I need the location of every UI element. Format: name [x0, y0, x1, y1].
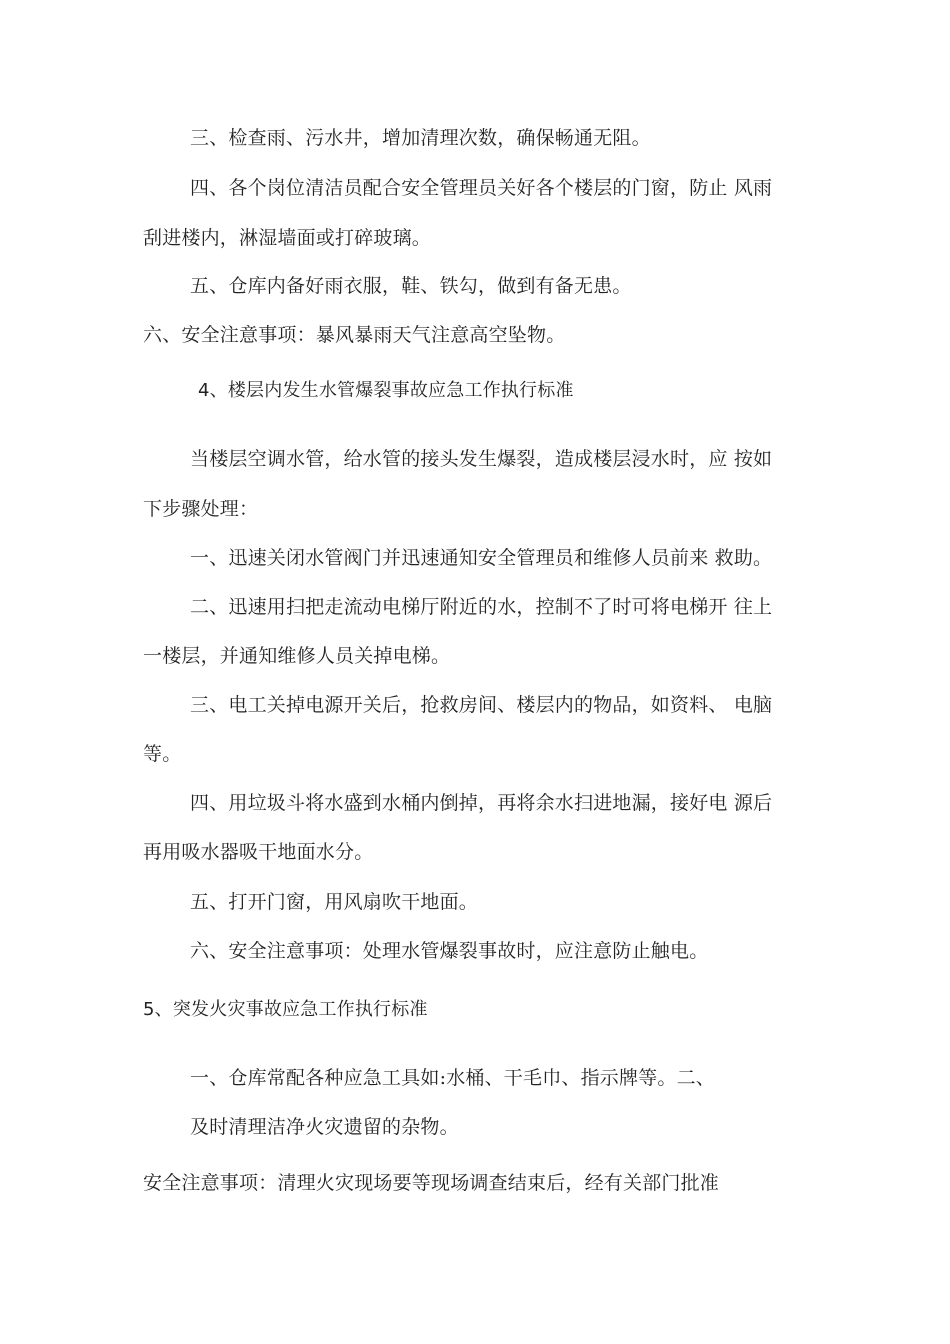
paragraph-line: 四、各个岗位清洁员配合安全管理员关好各个楼层的门窗，防止 风雨	[190, 177, 773, 199]
paragraph-line: 一、迅速关闭水管阀门并迅速通知安全管理员和维修人员前来 救助。	[190, 547, 773, 569]
paragraph-line: 等。	[143, 743, 182, 765]
paragraph-line: 刮进楼内，淋湿墙面或打碎玻璃。	[143, 227, 432, 249]
paragraph-line: 二、迅速用扫把走流动电梯厅附近的水，控制不了时可将电梯开 往上	[190, 596, 773, 618]
paragraph-line: 五、打开门窗，用风扇吹干地面。	[190, 891, 479, 913]
paragraph-line: 再用吸水器吸干地面水分。	[143, 841, 374, 863]
paragraph-line: 六、安全注意事项：暴风暴雨天气注意高空坠物。	[143, 324, 566, 346]
paragraph-line: 三、检查雨、污水井，增加清理次数，确保畅通无阻。	[190, 127, 651, 149]
paragraph-line: 下步骤处理：	[143, 498, 259, 520]
paragraph-line: 六、安全注意事项：处理水管爆裂事故时，应注意防止触电。	[190, 940, 709, 962]
paragraph-line: 及时清理洁净火灾遗留的杂物。	[190, 1116, 459, 1138]
paragraph-line: 一楼层，并通知维修人员关掉电梯。	[143, 645, 451, 667]
section-heading: 4、楼层内发生水管爆裂事故应急工作执行标准	[198, 380, 574, 401]
paragraph-line: 一、仓库常配各种应急工具如:水桶、干毛巾、指示牌等。二、	[190, 1067, 716, 1089]
section-heading: 5、突发火灾事故应急工作执行标准	[143, 999, 428, 1020]
paragraph-line: 五、仓库内备好雨衣服，鞋、铁勾，做到有备无患。	[190, 275, 632, 297]
paragraph-line: 三、电工关掉电源开关后，抢救房间、楼层内的物品，如资料、 电脑	[190, 694, 773, 716]
paragraph-line: 安全注意事项：清理火灾现场要等现场调查结束后，经有关部门批准	[143, 1172, 720, 1194]
paragraph-line: 四、用垃圾斗将水盛到水桶内倒掉，再将余水扫进地漏，接好电 源后	[190, 792, 773, 814]
paragraph-line: 当楼层空调水管，给水管的接头发生爆裂，造成楼层浸水时，应 按如	[190, 448, 773, 470]
